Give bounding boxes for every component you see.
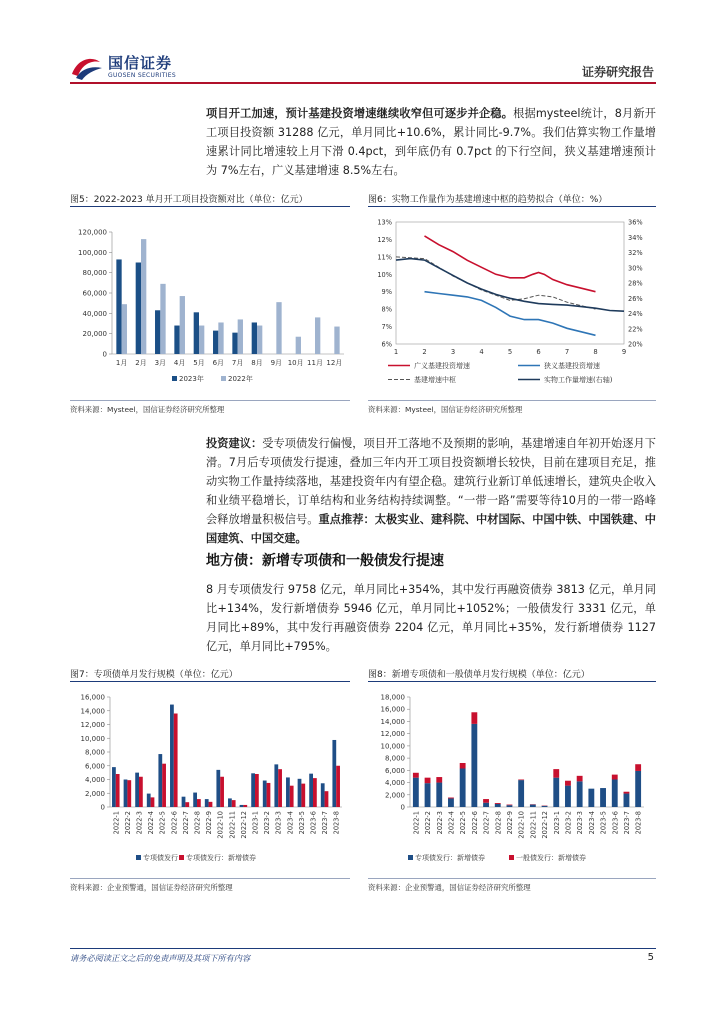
advice-rec-body: 太极实业、建科院、中材国际、中国中铁、中国铁建、中国建筑、中国交建。 (206, 513, 656, 545)
legend-swatch (172, 376, 177, 381)
bar (267, 783, 271, 807)
bar (174, 714, 178, 808)
fig6-top-rule (368, 206, 656, 207)
y-left-tick-label: 11% (377, 253, 392, 262)
y-tick-label: 60,000 (82, 289, 107, 298)
bar (635, 771, 641, 807)
bar (205, 799, 209, 807)
y-tick-label: 20,000 (82, 330, 107, 339)
y-tick-label: 120,000 (78, 228, 107, 237)
bar (216, 770, 220, 807)
fig8-bottom-rule (368, 878, 656, 879)
advice-lead: 投资建议： (206, 437, 263, 450)
bar (425, 778, 431, 784)
header-divider (70, 82, 656, 84)
fig5-chart (70, 210, 350, 395)
bar (321, 783, 325, 807)
y-tick-label: 80,000 (82, 269, 107, 278)
y-tick-label: 0 (100, 803, 105, 812)
x-tick-label: 1 (393, 348, 399, 356)
bar (315, 317, 320, 354)
bar (413, 773, 419, 778)
x-tick-label: 8月 (251, 359, 263, 367)
y-right-tick-label: 32% (628, 249, 643, 257)
bar (255, 774, 259, 807)
legend-swatch (408, 855, 413, 860)
bar (278, 769, 282, 807)
bar (290, 786, 294, 807)
x-tick-label: 2023-3 (576, 811, 585, 835)
bar (471, 712, 477, 724)
x-tick-label: 2022-5 (459, 811, 468, 835)
fig7-source: 资料来源：企业预警通，国信证券经济研究所整理 (70, 883, 233, 892)
x-tick-label: 2023-2 (263, 811, 272, 835)
header-logo (70, 52, 200, 82)
x-tick-label: 1月 (115, 359, 128, 367)
bar (232, 800, 236, 807)
bar (313, 778, 317, 807)
x-tick-label: 2022-12 (239, 811, 248, 839)
bar (334, 327, 339, 354)
x-tick-label: 7月 (231, 359, 244, 367)
bar (213, 331, 218, 354)
y-tick-label: 2,000 (84, 789, 105, 798)
series-line (396, 257, 596, 309)
y-tick-label: 16,000 (380, 705, 405, 714)
x-tick-label: 2022-8 (494, 811, 503, 835)
y-tick-label: 14,000 (380, 717, 405, 726)
bar (624, 794, 630, 807)
intro-lead: 项目开工加速，预计基建投资增速继续收窄但可逐步并企稳。 (206, 107, 514, 120)
bar (495, 804, 501, 807)
intro-body: 根据mysteel统计，8月新开工项目投资额 31288 亿元，单月同比+10.6%，累计同比-9.7%。我们估算实物工作量增速累计同比增速较上月下滑 0.4pct，到年底仍有 0.7pct 的下行空间，狭义基建增速预计为 7%左右，广义基建增速 8.5%左右。 (206, 107, 656, 177)
fig5-source: 资料来源：Mysteel，国信证券经济研究所整理 (70, 405, 225, 414)
bar (460, 769, 466, 808)
advice-paragraph (206, 434, 656, 548)
y-right-tick-label: 28% (628, 279, 643, 288)
fig5-title: 图5：2022-2023 单月开工项目投资额对比（单位：亿元） (70, 195, 308, 205)
legend-label: 2023年 (179, 375, 204, 383)
bar (413, 778, 419, 807)
x-tick-label: 4月 (173, 359, 186, 367)
legend-swatch (179, 855, 184, 860)
bar (218, 322, 223, 354)
bar (565, 781, 571, 786)
x-tick-label: 2023-7 (622, 811, 631, 835)
x-tick-label: 2022-8 (193, 811, 202, 835)
x-tick-label: 2023-4 (587, 811, 596, 835)
y-tick-label: 4,000 (384, 779, 405, 788)
fig7-title: 图7：专项债单月发行规模（单位：亿元） (70, 670, 238, 680)
bar (151, 797, 155, 807)
x-tick-label: 2023-1 (251, 811, 260, 835)
bar (228, 798, 232, 807)
bar (336, 766, 340, 807)
x-tick-label: 4 (479, 348, 484, 356)
y-left-tick-label: 9% (381, 288, 392, 297)
x-tick-label: 2022-6 (470, 811, 479, 835)
x-tick-label: 2022-9 (205, 811, 214, 835)
x-tick-label: 2022-10 (216, 811, 225, 839)
bar (116, 774, 120, 807)
fig7-chart (70, 685, 350, 875)
fig5-top-rule (70, 206, 350, 207)
y-tick-label: 10,000 (80, 734, 105, 743)
x-tick-label: 2023-7 (321, 811, 330, 835)
bar (448, 798, 454, 807)
legend-label: 2022年 (228, 375, 253, 383)
y-tick-label: 40,000 (82, 309, 107, 318)
x-tick-label: 10月 (287, 359, 304, 367)
x-tick-label: 2022-3 (135, 811, 144, 835)
x-tick-label: 2022-1 (112, 811, 121, 835)
x-tick-label: 2023-6 (611, 811, 620, 835)
y-tick-label: 12,000 (80, 721, 105, 729)
x-tick-label: 2022-12 (541, 811, 550, 839)
brand-name-cn: 国信证券 (108, 54, 173, 72)
footer-disclaimer: 请务必阅读正文之后的免责声明及其项下所有内容 (70, 953, 251, 963)
y-tick-label: 18,000 (380, 693, 405, 702)
y-left-tick-label: 6% (381, 340, 392, 349)
x-tick-label: 2022-1 (412, 811, 421, 835)
x-tick-label: 11月 (307, 359, 323, 367)
bar (197, 799, 201, 807)
report-type: 证券研究报告 (581, 65, 654, 79)
bar (193, 793, 197, 807)
y-tick-label: 100,000 (78, 248, 107, 257)
bar (185, 802, 189, 807)
x-tick-label: 2022-6 (170, 811, 179, 835)
bar (588, 789, 594, 807)
legend-label: 一般债发行：新增债券 (516, 854, 586, 862)
brand-name-en: GUOSEN SECURITIES (108, 72, 177, 79)
bar (553, 778, 559, 807)
bar (220, 777, 224, 807)
section-heading-local-bonds: 地方债：新增专项债和一般债发行提速 (206, 553, 444, 569)
y-tick-label: 0 (102, 350, 107, 359)
fig8-source: 资料来源：企业预警通，国信证券经济研究所整理 (368, 883, 531, 892)
bar (124, 780, 128, 808)
series-line (396, 259, 624, 312)
bar (577, 781, 583, 807)
bar (263, 781, 267, 807)
bar (116, 259, 121, 354)
y-tick-label: 14,000 (80, 707, 105, 716)
fig8-top-rule (368, 681, 656, 682)
bar (135, 773, 139, 807)
bar (309, 774, 313, 807)
fig6-source: 资料来源：Mysteel，国信证券经济研究所整理 (368, 405, 523, 414)
y-tick-label: 2,000 (384, 791, 405, 800)
legend-label: 专项债发行：新增债券 (415, 854, 485, 862)
bar (127, 780, 131, 807)
x-tick-label: 2022-9 (505, 811, 514, 835)
bar (155, 310, 160, 354)
y-tick-label: 8,000 (384, 754, 405, 763)
x-tick-label: 12月 (326, 359, 343, 367)
bar (600, 788, 606, 807)
fig6-bottom-rule (368, 400, 656, 401)
x-tick-label: 2022-3 (435, 811, 444, 835)
bar (624, 792, 630, 794)
y-tick-label: 8,000 (84, 748, 105, 757)
y-right-tick-label: 36% (628, 218, 643, 227)
x-tick-label: 6月 (212, 359, 225, 367)
y-tick-label: 6,000 (84, 762, 105, 771)
legend-swatch (221, 376, 226, 381)
bar (243, 805, 247, 807)
x-tick-label: 2022-10 (517, 811, 526, 839)
y-right-tick-label: 24% (628, 310, 643, 318)
bar (332, 740, 336, 807)
bar (274, 764, 278, 807)
legend-swatch (136, 855, 141, 860)
bar (518, 780, 524, 781)
y-tick-label: 4,000 (84, 776, 105, 784)
advice-rec-lead: 重点推荐： (318, 513, 375, 526)
bar (141, 239, 146, 354)
y-right-tick-label: 26% (628, 294, 643, 303)
x-tick-label: 2022-7 (181, 811, 190, 835)
x-tick-label: 2022-11 (228, 811, 237, 839)
x-tick-label: 8 (593, 348, 598, 356)
y-left-tick-label: 12% (377, 235, 392, 244)
y-right-tick-label: 34% (628, 233, 643, 242)
bar (160, 284, 165, 354)
legend-label: 实物工作量增速(右轴) (544, 376, 613, 384)
bar (507, 805, 513, 806)
page-number: 5 (647, 952, 654, 963)
section2-paragraph: 8 月专项债发行 9758 亿元，单月同比+354%，其中发行再融资债券 3813 亿元，单月同比+134%，发行新增债券 5946 亿元，单月同比+1052%；一般债发行 3331 亿元，单月同比+89%，其中发行再融资债券 2204 亿元，单月同比+35%，发行新增债券 1127 亿元，单月同比+795%。 (206, 583, 656, 653)
bar (530, 805, 536, 807)
x-tick-label: 6 (536, 348, 541, 356)
bar (612, 780, 618, 808)
x-tick-label: 9月 (270, 359, 283, 367)
x-tick-label: 2022-4 (447, 811, 456, 835)
bar (122, 304, 127, 354)
y-left-tick-label: 13% (377, 218, 392, 227)
bar (257, 326, 262, 354)
legend-label: 狭义基建投资增速 (544, 362, 600, 370)
bar (298, 779, 302, 807)
y-left-tick-label: 8% (381, 305, 392, 314)
x-tick-label: 2023-6 (309, 811, 318, 835)
y-tick-label: 12,000 (380, 730, 405, 739)
bar (180, 296, 185, 354)
x-tick-label: 2023-8 (634, 811, 643, 835)
y-right-tick-label: 30% (628, 264, 643, 273)
intro-paragraph (206, 104, 656, 180)
bar (577, 776, 583, 782)
bar (471, 724, 477, 807)
x-tick-label: 2023-1 (552, 811, 561, 835)
bar (252, 322, 257, 354)
guosen-logo-icon (70, 54, 104, 80)
y-right-tick-label: 22% (628, 325, 643, 334)
bar (553, 769, 559, 778)
x-tick-label: 2022-11 (529, 811, 538, 839)
bar (325, 791, 329, 807)
x-tick-label: 2023-4 (286, 811, 295, 835)
bar (565, 786, 571, 807)
bar (238, 319, 243, 354)
bar (174, 326, 179, 354)
bar (139, 777, 143, 807)
legend-label: 基建增速中枢 (414, 376, 456, 384)
legend-label: 专项债发行：新增债券 (186, 854, 256, 862)
y-tick-label: 0 (400, 803, 405, 812)
y-left-tick-label: 7% (381, 323, 392, 332)
y-left-tick-label: 10% (377, 270, 392, 279)
x-tick-label: 2023-5 (599, 811, 608, 835)
bar (136, 263, 141, 355)
fig7-top-rule (70, 681, 350, 682)
bar (483, 799, 489, 803)
footer-divider (70, 948, 656, 949)
x-tick-label: 5月 (193, 359, 205, 367)
x-tick-label: 5 (507, 348, 513, 356)
bar (612, 775, 618, 780)
bar (301, 784, 305, 807)
fig8-title: 图8：新增专项债和一般债单月发行规模（单位：亿元） (368, 670, 590, 680)
bar (495, 803, 501, 804)
x-tick-label: 2022-7 (482, 811, 491, 835)
bar (286, 777, 290, 807)
x-tick-label: 3 (450, 348, 456, 356)
bar (162, 764, 166, 807)
bar (518, 780, 524, 807)
x-tick-label: 2022-5 (158, 811, 167, 835)
fig6-chart (368, 210, 656, 395)
bar (170, 705, 174, 807)
bar (209, 802, 213, 807)
fig7-bottom-rule (70, 878, 350, 879)
x-tick-label: 3月 (154, 359, 167, 367)
bar (483, 803, 489, 807)
bar (436, 783, 442, 807)
bar (194, 312, 199, 354)
bar (240, 805, 244, 807)
x-tick-label: 2023-3 (274, 811, 283, 835)
bar (542, 806, 548, 807)
x-tick-label: 9 (621, 348, 627, 356)
bar (276, 302, 281, 354)
x-tick-label: 2023-2 (564, 811, 573, 835)
x-tick-label: 2023-8 (332, 811, 341, 835)
bar (232, 333, 237, 354)
bar (296, 337, 301, 354)
bar (425, 783, 431, 807)
y-tick-label: 10,000 (380, 742, 405, 751)
bar (448, 798, 454, 799)
bar (436, 777, 442, 783)
x-tick-label: 2月 (135, 359, 147, 367)
bar (147, 794, 151, 807)
series-line (425, 236, 596, 292)
legend-label: 专项债发行 (143, 854, 178, 862)
fig5-bottom-rule (70, 400, 350, 401)
bar (158, 754, 162, 807)
bar (199, 326, 204, 354)
x-tick-label: 2022-4 (147, 811, 156, 835)
advice-body: 受专项债发行偏慢，项目开工落地不及预期的影响，基建增速自年初开始逐月下滑。7月后专项债发行提速，叠加三年内开工项目投资额增长较快，目前在建项目充足，推动实物工作量持续落地，基建投资年内有望企稳。建筑行业新订单低速增长，建筑央企收入和业绩平稳增长，订单结构和业务结构持续调整。“一带一路”需要等待10月的一带一路峰会释放增量积极信号。 (206, 437, 656, 526)
y-right-tick-label: 20% (628, 340, 643, 349)
fig8-chart (368, 685, 656, 875)
bar (460, 763, 466, 769)
x-tick-label: 2 (422, 348, 427, 356)
legend-label: 广义基建投资增速 (414, 362, 470, 370)
x-tick-label: 2023-5 (297, 811, 306, 835)
fig6-title: 图6：实物工作量作为基建增速中枢的趋势拟合（单位：%） (368, 195, 608, 205)
y-tick-label: 16,000 (80, 693, 105, 702)
x-tick-label: 7 (564, 348, 570, 356)
bar (251, 773, 255, 807)
bar (635, 764, 641, 771)
x-tick-label: 2022-2 (123, 811, 132, 835)
bar (112, 767, 116, 807)
legend-swatch (509, 855, 514, 860)
y-tick-label: 6,000 (384, 766, 405, 775)
bar (182, 797, 186, 807)
bar (507, 805, 513, 807)
x-tick-label: 2022-2 (424, 811, 433, 835)
